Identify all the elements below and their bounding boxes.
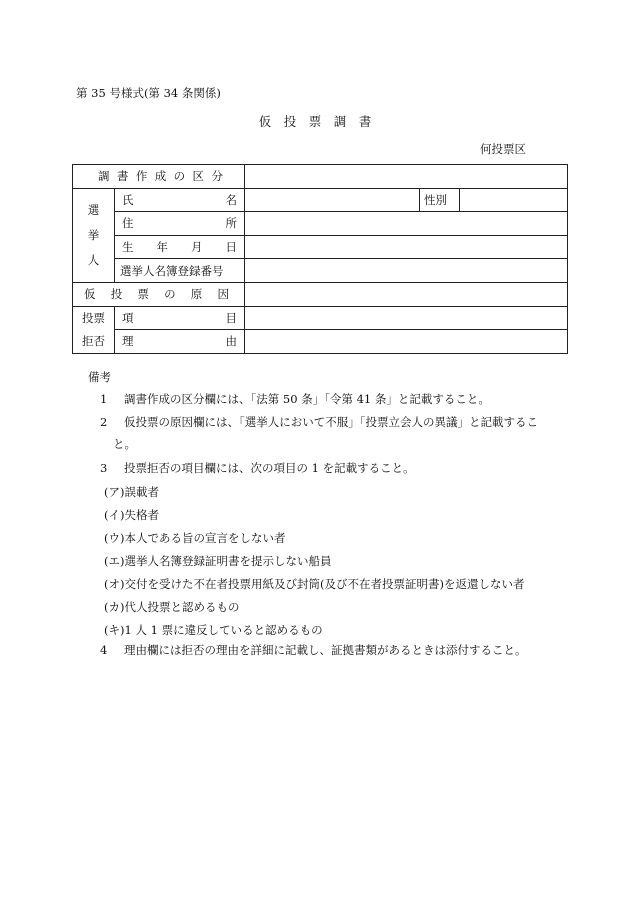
voter-group-label — [73, 188, 115, 282]
note-1 — [100, 389, 490, 409]
voter-char-1: 選 — [87, 202, 100, 217]
list-item: (イ)失格者 — [104, 508, 159, 522]
birthdate-field[interactable] — [245, 235, 568, 259]
list-item: (ア)誤載者 — [104, 485, 159, 499]
category-label-text: 調 書 作 成 の 区 分 — [98, 169, 223, 184]
note-3-text: 投票拒否の項目欄には、次の項目の 1 を記載すること。 — [124, 461, 415, 475]
item-label — [115, 306, 245, 330]
gender-label: 性別 — [420, 188, 460, 212]
note-2 — [100, 412, 538, 432]
note-2-text: 仮投票の原因欄には、「選挙人において不服」「投票立会人の異議」と記載するこ — [124, 415, 538, 429]
note-2-number: 2 — [100, 415, 108, 429]
address-label-text: 住 所 — [122, 216, 237, 231]
item-row — [73, 306, 568, 330]
item-field[interactable] — [245, 306, 568, 330]
name-field[interactable] — [245, 188, 420, 212]
gender-field[interactable] — [460, 188, 568, 212]
note-4-text: 理由欄には拒否の理由を詳細に記載し、証拠書類があるときは添付すること。 — [124, 643, 527, 657]
birthdate-label — [115, 235, 245, 259]
cause-row — [73, 282, 568, 306]
name-row — [73, 188, 568, 212]
item-label-text: 項 目 — [122, 310, 237, 325]
form-number: 第 35 号様式(第 34 条関係) — [76, 86, 221, 100]
note-3 — [100, 458, 415, 478]
cause-label — [73, 282, 245, 306]
reason-row — [73, 330, 568, 354]
note-1-number: 1 — [100, 392, 108, 406]
list-item: (エ)選挙人名簿登録証明書を提示しない船員 — [104, 554, 332, 568]
note-1-text: 調書作成の区分欄には、「法第 50 条」「令第 41 条」と記載すること。 — [124, 392, 490, 406]
birthdate-label-text: 生 年 月 日 — [122, 240, 237, 255]
name-label-text: 氏 名 — [122, 192, 237, 207]
refusal-group-label-bottom: 拒否 — [73, 330, 115, 354]
reason-label-text: 理 由 — [122, 334, 237, 349]
category-field[interactable] — [245, 165, 568, 189]
name-label — [115, 188, 245, 212]
address-field[interactable] — [245, 212, 568, 236]
birthdate-row — [73, 235, 568, 259]
registry-number-field[interactable] — [245, 259, 568, 283]
voter-char-2: 挙 — [87, 227, 100, 242]
refusal-group-label-top: 投票 — [73, 306, 115, 330]
list-item: (ウ)本人である旨の宣言をしない者 — [104, 531, 286, 545]
record-form-table — [72, 164, 568, 354]
address-label — [115, 212, 245, 236]
address-row — [73, 212, 568, 236]
category-row — [73, 165, 568, 189]
voter-char-3: 人 — [87, 252, 100, 267]
category-label — [73, 165, 245, 189]
document-title: 仮 投 票 調 書 — [258, 114, 372, 129]
list-item: (オ)交付を受けた不在者投票用紙及び封筒(及び不在者投票証明書)を返還しない者 — [104, 577, 525, 591]
registry-row — [73, 259, 568, 283]
list-item: (キ)1 人 1 票に違反していると認めるもの — [104, 623, 323, 637]
cause-label-text: 仮 投 票 の 原 因 — [84, 287, 229, 302]
note-4-number: 4 — [100, 643, 108, 657]
reason-label — [115, 330, 245, 354]
notes-heading: 備考 — [88, 370, 111, 384]
note-2-continued: と。 — [113, 437, 136, 451]
reason-field[interactable] — [245, 330, 568, 354]
note-3-number: 3 — [100, 461, 108, 475]
list-item: (カ)代人投票と認めるもの — [104, 600, 240, 614]
registry-number-label: 選挙人名簿登録番号 — [115, 259, 245, 283]
note-4 — [100, 640, 527, 660]
cause-field[interactable] — [245, 282, 568, 306]
polling-district: 何投票区 — [480, 142, 526, 156]
